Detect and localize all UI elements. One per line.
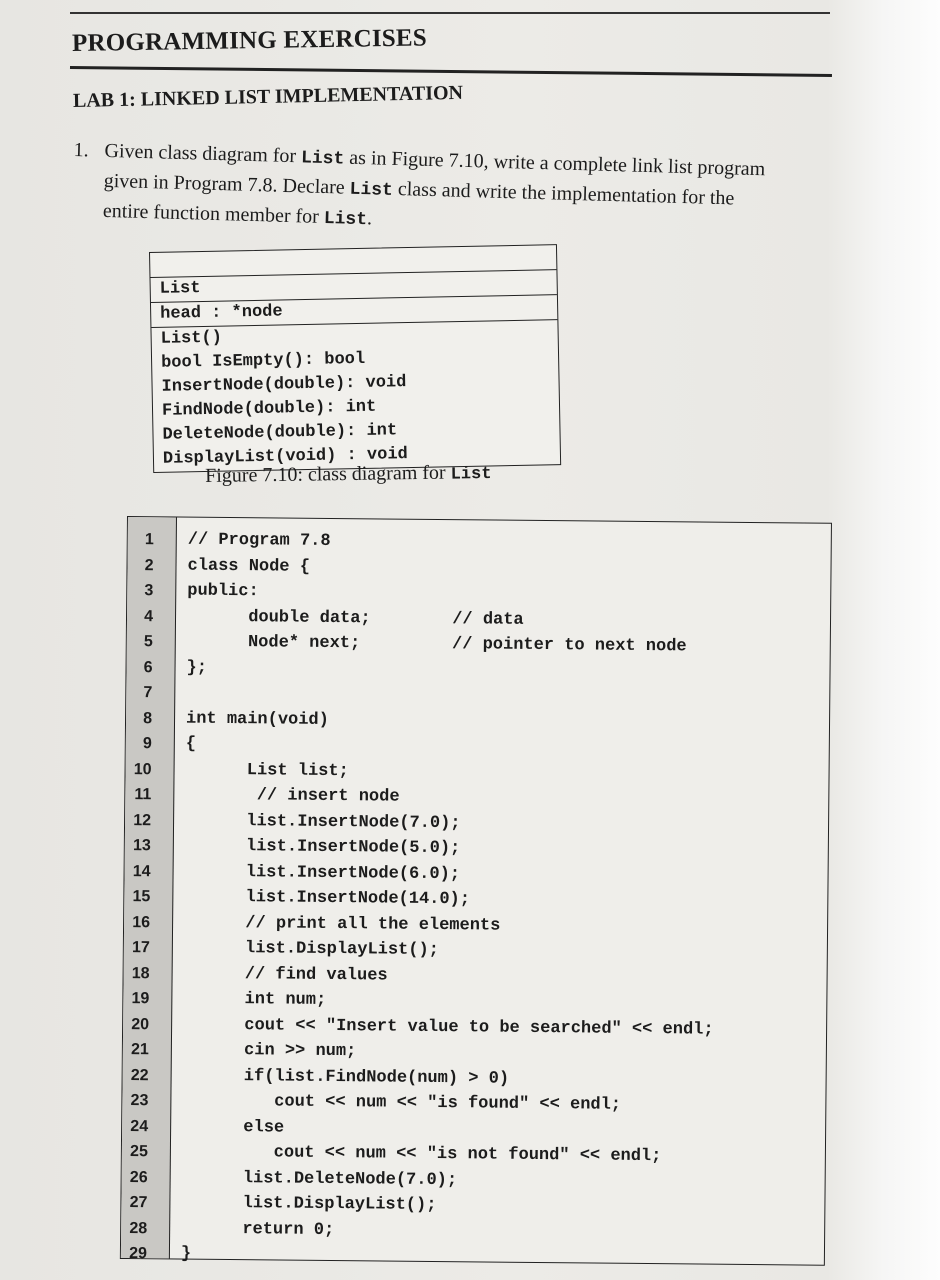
line-number: 16 [132, 913, 151, 931]
inline-code: List [300, 148, 345, 170]
figure-caption [205, 461, 492, 488]
line-number: 8 [143, 709, 153, 727]
line-number: 19 [131, 990, 150, 1008]
code-text: // Program 7.8 [187, 530, 331, 551]
line-number: 11 [134, 786, 152, 804]
code-text: { [185, 734, 197, 754]
line-number: 13 [132, 837, 151, 855]
caption-code: List [450, 465, 492, 485]
class-diagram [149, 244, 561, 473]
line-number: 17 [131, 939, 150, 957]
line-number: 6 [143, 658, 153, 676]
code-text: if(list.FindNode(num) > 0) [182, 1066, 510, 1089]
line-number: 21 [130, 1041, 149, 1059]
code-text: cout << "Insert value to be searched" << endl; [183, 1015, 714, 1040]
inline-code: List [349, 179, 394, 201]
methods-section [151, 320, 560, 472]
code-text: cout << num << "is not found" << endl; [181, 1142, 662, 1167]
line-number: 29 [129, 1245, 148, 1263]
caption-text: Figure 7.10: class diagram for [205, 461, 451, 487]
code-text: else [182, 1117, 285, 1138]
code-text: int num; [183, 989, 327, 1010]
line-number: 26 [129, 1168, 148, 1186]
code-text: int main(void) [185, 709, 329, 730]
code-text: list.DisplayList(); [183, 938, 439, 961]
line-number: 25 [130, 1143, 148, 1161]
text-run: given in Program 7.8. Declare [103, 169, 351, 199]
line-number: 3 [144, 582, 154, 600]
line-number: 1 [144, 531, 154, 549]
code-text: } [180, 1244, 192, 1264]
line-number: 22 [130, 1066, 149, 1084]
top-rule [70, 12, 830, 14]
code-text: list.InsertNode(6.0); [184, 862, 461, 884]
text-run: . [366, 207, 373, 230]
exercise-number: 1. [73, 138, 89, 162]
class-method: DeleteNode(double): int [162, 421, 398, 445]
line-number: 12 [133, 811, 152, 829]
code-text: list.InsertNode(7.0); [184, 811, 461, 833]
line-number: 4 [144, 607, 154, 625]
program-listing [120, 516, 832, 1266]
text-run: as in Figure 7.10, write a complete link list program [344, 146, 766, 181]
lab-title: LAB 1: LINKED LIST IMPLEMENTATION [72, 81, 464, 112]
class-attribute: head : *node [160, 302, 283, 324]
code-text: Node* next; // pointer to next node [186, 632, 687, 657]
class-method: DisplayList(void) : void [162, 445, 408, 469]
code-text: }; [186, 658, 208, 678]
code-text: cin >> num; [182, 1040, 357, 1062]
line-number: 27 [129, 1194, 148, 1212]
class-method: bool IsEmpty(): bool [160, 349, 366, 373]
line-number: 23 [130, 1092, 149, 1110]
line-number: 18 [131, 964, 150, 982]
code-text: return 0; [181, 1219, 335, 1240]
inline-code: List [323, 209, 368, 231]
line-number: 14 [132, 862, 151, 880]
line-number: 7 [143, 684, 153, 702]
code-text: double data; // data [186, 607, 524, 630]
line-number: 9 [142, 735, 152, 753]
line-number: 2 [144, 556, 154, 574]
line-number: 28 [129, 1219, 148, 1237]
code-text: class Node { [187, 556, 311, 577]
code-text: // insert node [185, 785, 400, 807]
class-method: FindNode(double): int [161, 397, 377, 421]
line-number: 24 [130, 1117, 149, 1135]
code-text: // print all the elements [184, 913, 501, 936]
line-number: 20 [131, 1015, 150, 1033]
line-number: 5 [143, 633, 153, 651]
line-number: 10 [133, 760, 152, 778]
heading-rule [70, 66, 832, 77]
line-number: 15 [132, 888, 151, 906]
class-method: List() [160, 328, 223, 349]
code-text: cout << num << "is found" << endl; [182, 1091, 622, 1115]
code-text: list.DeleteNode(7.0); [181, 1168, 458, 1190]
exercise-paragraph [71, 136, 853, 248]
code-line [121, 1241, 821, 1273]
code-text: list.InsertNode(14.0); [184, 887, 471, 910]
code-text: List list; [185, 760, 349, 781]
code-text: // find values [183, 964, 388, 986]
text-run: Given class diagram for [104, 139, 302, 168]
code-text: list.DisplayList(); [181, 1193, 437, 1216]
code-rows [128, 517, 831, 1264]
text-run: entire function member for [102, 199, 325, 229]
class-method: InsertNode(double): void [161, 373, 407, 397]
page-heading: PROGRAMMING EXERCISES [71, 24, 428, 57]
code-text: public: [187, 581, 259, 602]
text-run: class and write the implementation for the [392, 177, 735, 210]
class-name: List [159, 279, 201, 299]
code-text: list.InsertNode(5.0); [184, 836, 461, 859]
